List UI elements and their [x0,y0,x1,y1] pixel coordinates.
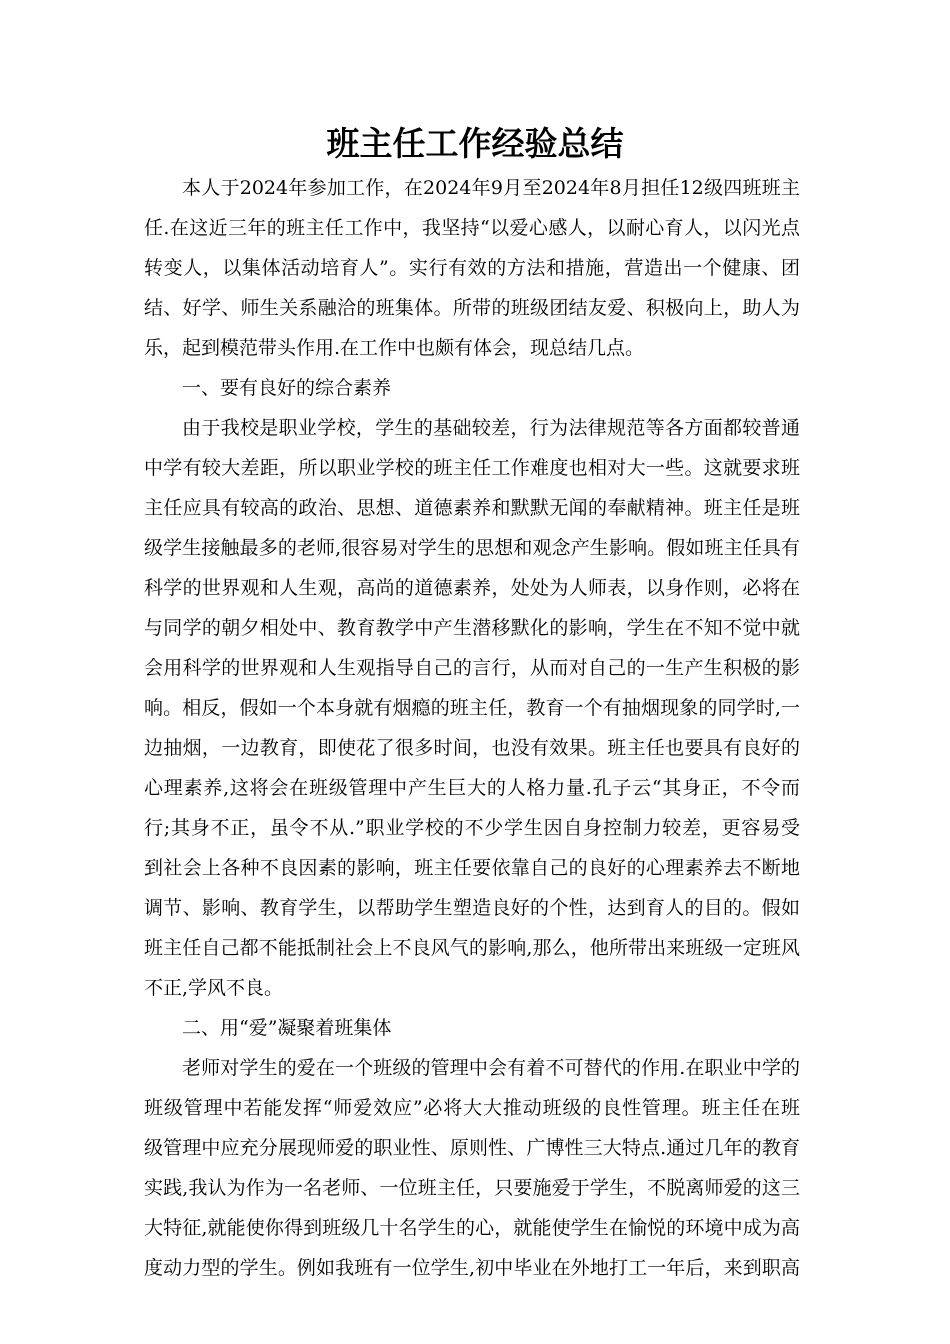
text-line: 任.在这近三年的班主任工作中，我坚持“以爱心感人，以耐心育人，以闪光点 [144,217,800,239]
text-line: 老师对学生的爱在一个班级的管理中会有着不可替代的作用.在职业中学的 [182,1057,800,1079]
text-line: 级管理中应充分展现师爱的职业性、原则性、广博性三大特点.通过几年的教育 [144,1137,800,1159]
document-title: 班主任工作经验总结 [326,124,624,163]
text-line: 班主任自己都不能抵制社会上不良风气的影响,那么，他所带出来班级一定班风 [144,937,800,959]
text-line: 调节、影响、教育学生，以帮助学生塑造良好的个性，达到育人的目的。假如 [144,897,800,919]
text-line: 由于我校是职业学校，学生的基础较差，行为法律规范等各方面都较普通 [182,417,800,439]
section-heading: 二、用“爱”凝聚着班集体 [182,1017,392,1039]
text-line: 不正,学风不良。 [144,977,284,999]
text-line: 实践,我认为作为一名老师、一位班主任，只要施爱于学生，不脱离师爱的这三 [144,1177,800,1199]
text-line: 会用科学的世界观和人生观指导自己的言行，从而对自己的一生产生积极的影 [144,657,800,679]
text-line: 乐，起到模范带头作用.在工作中也颇有体会，现总结几点。 [144,337,645,359]
text-line: 边抽烟，一边教育，即使花了很多时间，也没有效果。班主任也要具有良好的 [144,737,800,759]
text-line: 结、好学、师生关系融洽的班集体。所带的班级团结友爱、积极向上，助人为 [144,297,800,319]
text-line: 级学生接触最多的老师,很容易对学生的思想和观念产生影响。假如班主任具有 [144,537,800,559]
text-line: 与同学的朝夕相处中、教育教学中产生潜移默化的影响，学生在不知不觉中就 [144,617,800,639]
text-line: 响。相反，假如一个本身就有烟瘾的班主任，教育一个有抽烟现象的同学时,一 [144,697,800,719]
text-line: 心理素养,这将会在班级管理中产生巨大的人格力量.孔子云“其身正，不令而 [144,777,800,799]
section-heading: 一、要有良好的综合素养 [182,377,392,399]
text-line: 到社会上各种不良因素的影响，班主任要依靠自己的良好的心理素养去不断地 [144,857,800,879]
text-line: 本人于2024年参加工作，在2024年9月至2024年8月担任12级四班班主 [182,177,800,199]
text-line: 转变人，以集体活动培育人”。实行有效的方法和措施，营造出一个健康、团 [144,257,800,279]
text-line: 度动力型的学生。例如我班有一位学生,初中毕业在外地打工一年后，来到职高 [144,1257,800,1279]
text-line: 行;其身不正，虽令不从.”职业学校的不少学生因自身控制力较差，更容易受 [144,817,800,839]
text-line: 中学有较大差距，所以职业学校的班主任工作难度也相对大一些。这就要求班 [144,457,800,479]
text-line: 科学的世界观和人生观，高尚的道德素养，处处为人师表，以身作则，必将在 [144,577,800,599]
text-line: 大特征,就能使你得到班级几十名学生的心，就能使学生在愉悦的环境中成为高 [144,1217,800,1239]
text-line: 班级管理中若能发挥“师爱效应”必将大大推动班级的良性管理。班主任在班 [144,1097,800,1119]
text-line: 主任应具有较高的政治、思想、道德素养和默默无闻的奉献精神。班主任是班 [144,497,800,519]
